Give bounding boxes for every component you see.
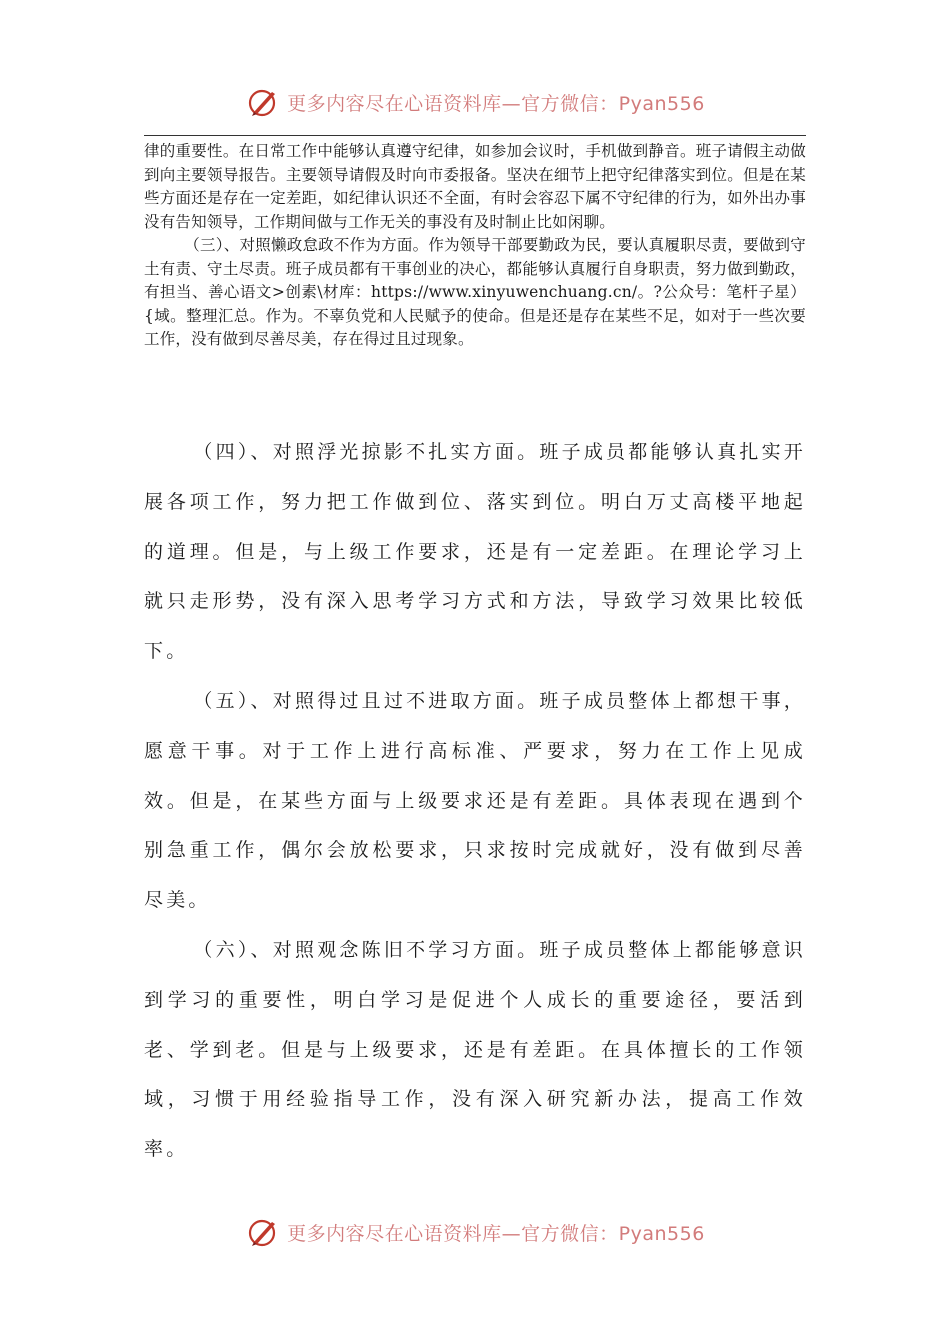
header-banner-text: 更多内容尽在心语资料库—官方微信：Pyan556 xyxy=(287,92,705,115)
pen-circle-logo-icon xyxy=(245,1214,281,1250)
continued-paragraph: 律的重要性。在日常工作中能够认真遵守纪律，如参加会议时，手机做到静音。班子请假主动做到向主要领导报告。主要领导请假及时向市委报备。坚决在细节上把守纪律落实到位。但是在某些方面还是存在一定差距，如纪律认识还不全面，有时会容忍下属不守纪律的行为，如外出办事没有告知领导，工作期间做与工作无关的事没有及时制止比如闲聊。 xyxy=(144,142,806,231)
header-divider xyxy=(144,135,806,136)
section-3-paragraph: （三）、对照懒政怠政不作为方面。作为领导干部要勤政为民，要认真履职尽责，要做到守土有责、守土尽责。班子成员都有干事创业的决心，都能够认真履行自身职责，努力做到勤政，有担当、善心语文>创素\材库：https://www.xinyuwenchuang.cn/。?公众号：笔杆子星）{域。整理汇总。作为。不辜负党和人民赋予的使命。但是还是存在某些不足，如对于一些次要工作，没有做到尽善尽美，存在得过且过现象。 xyxy=(144,236,806,348)
section-6-paragraph: （六）、对照观念陈旧不学习方面。班子成员整体上都能够意识到学习的重要性，明白学习是促进个人成长的重要途径，要活到老、学到老。但是与上级要求，还是有差距。在具体擅长的工作领域，习惯于用经验指导工作，没有深入研究新办法，提高工作效率。 xyxy=(144,938,806,1161)
pen-circle-logo-icon xyxy=(245,84,281,120)
footer-banner-text: 更多内容尽在心语资料库—官方微信：Pyan556 xyxy=(287,1222,705,1245)
header-banner xyxy=(0,82,950,122)
section-5-paragraph: （五）、对照得过且过不进取方面。班子成员整体上都想干事，愿意干事。对于工作上进行高标准、严要求，努力在工作上见成效。但是，在某些方面与上级要求还是有差距。具体表现在遇到个别急重工作，偶尔会放松要求，只求按时完成就好，没有做到尽善尽美。 xyxy=(144,689,806,912)
footer-banner xyxy=(0,1212,950,1252)
section-4-paragraph: （四）、对照浮光掠影不扎实方面。班子成员都能够认真扎实开展各项工作，努力把工作做到位、落实到位。明白万丈高楼平地起的道理。但是，与上级工作要求，还是有一定差距。在理论学习上就只走形势，没有深入思考学习方式和方法，导致学习效果比较低下。 xyxy=(144,441,806,663)
dense-text-block xyxy=(144,140,806,352)
spaced-text-block xyxy=(144,428,806,1175)
